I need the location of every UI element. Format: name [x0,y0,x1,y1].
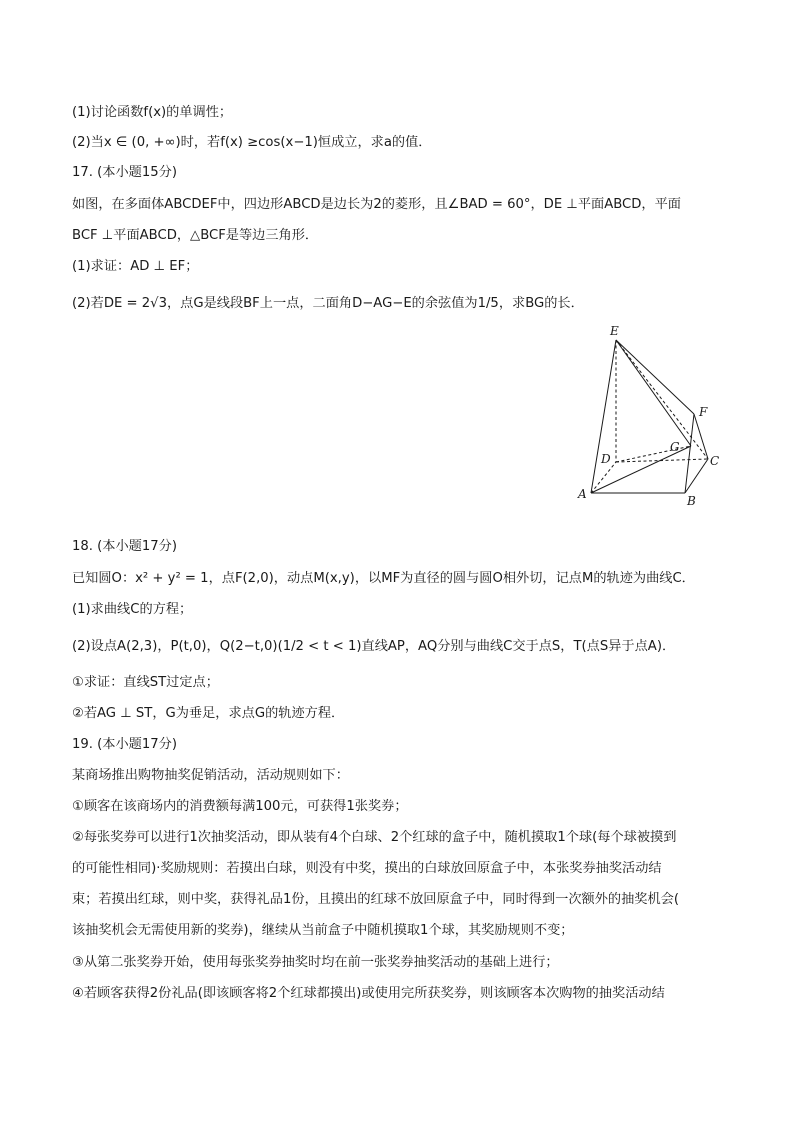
problem-18-part-1: (1)求曲线C的方程； [72,602,193,617]
problem-18-part-2-sub-1: ①求证：直线ST过定点； [72,675,219,690]
problem-19-rule-2-line-1: ②每张奖券可以进行1次抽奖活动，即从装有4个白球、2个红球的盒子中，随机摸取1个球(每个球被摸到 [72,830,677,845]
vertex-label-e: E [610,324,619,338]
polyhedron-figure [570,318,730,513]
problem-17-statement-line-1: 如图，在多面体ABCDEF中，四边形ABCD是边长为2的菱形，且∠BAD = 60°，DE ⊥平面ABCD，平面 [72,197,681,212]
vertex-label-b: B [687,494,696,508]
problem-16-part-2: (2)当x ∈ (0, +∞)时，若f(x) ≥cos(x−1)恒成立，求a的值． [72,135,432,150]
problem-18-statement: 已知圆O：x² + y² = 1，点F(2,0)，动点M(x,y)，以MF为直径的圆与圆O相外切，记点M的轨迹为曲线C． [72,571,695,586]
edge-ea [591,340,616,493]
problem-18-header: 18. (本小题17分) [72,539,177,554]
problem-17-part-1: (1)求证：AD ⊥ EF； [72,259,199,274]
edge-dg-hidden [616,446,691,462]
edge-ec-hidden [616,340,708,459]
problem-19-rule-3: ③从第二张奖券开始，使用每张奖券抽奖时均在前一张奖券抽奖活动的基础上进行； [72,955,559,970]
vertex-label-d: D [601,452,611,466]
problem-19-rule-2-line-3: 束；若摸出红球，则中奖，获得礼品1份，且摸出的红球不放回原盒子中，同时得到一次额外的抽奖机会( [72,892,679,907]
problem-19-rule-2-line-2: 的可能性相同)·奖励规则：若摸出白球，则没有中奖，摸出的白球放回原盒子中，本张奖券抽奖活动结 [72,861,662,876]
vertex-label-c: C [710,454,720,468]
problem-18-part-2: (2)设点A(2,3)，P(t,0)，Q(2−t,0)(1/2 < t < 1)直线AP，AQ分别与曲线C交于点S，T(点S异于点A)． [72,639,676,654]
edge-eg [616,340,691,446]
problem-19-rule-1: ①顾客在该商场内的消费额每满100元，可获得1张奖券； [72,799,408,814]
problem-17-header: 17. (本小题15分) [72,165,177,180]
edge-fc [694,414,708,459]
problem-18-part-2-sub-2: ②若AG ⊥ ST，G为垂足，求点G的轨迹方程． [72,706,345,721]
vertex-label-f: F [699,405,708,419]
problem-17-statement-line-2: BCF ⊥平面ABCD，△BCF是等边三角形． [72,228,319,243]
edge-ad-hidden [591,462,616,493]
vertex-label-g: G [670,440,680,454]
problem-19-rule-4: ④若顾客获得2份礼品(即该顾客将2个红球都摸出)或使用完所获奖券，则该顾客本次购物的抽奖活动结 [72,986,665,1001]
polyhedron-diagram [570,318,730,513]
problem-17-part-2: (2)若DE = 2√3，点G是线段BF上一点，二面角D−AG−E的余弦值为1/5，求BG的长． [72,296,584,311]
edge-ef [616,340,694,414]
problem-16-part-1: (1)讨论函数f(x)的单调性； [72,105,233,120]
vertex-label-a: A [578,487,587,501]
problem-19-header: 19. (本小题17分) [72,737,177,752]
problem-19-rule-2-line-4: 该抽奖机会无需使用新的奖券)，继续从当前盒子中随机摸取1个球，其奖励规则不变； [72,923,574,938]
problem-19-intro: 某商场推出购物抽奖促销活动，活动规则如下： [72,768,349,783]
